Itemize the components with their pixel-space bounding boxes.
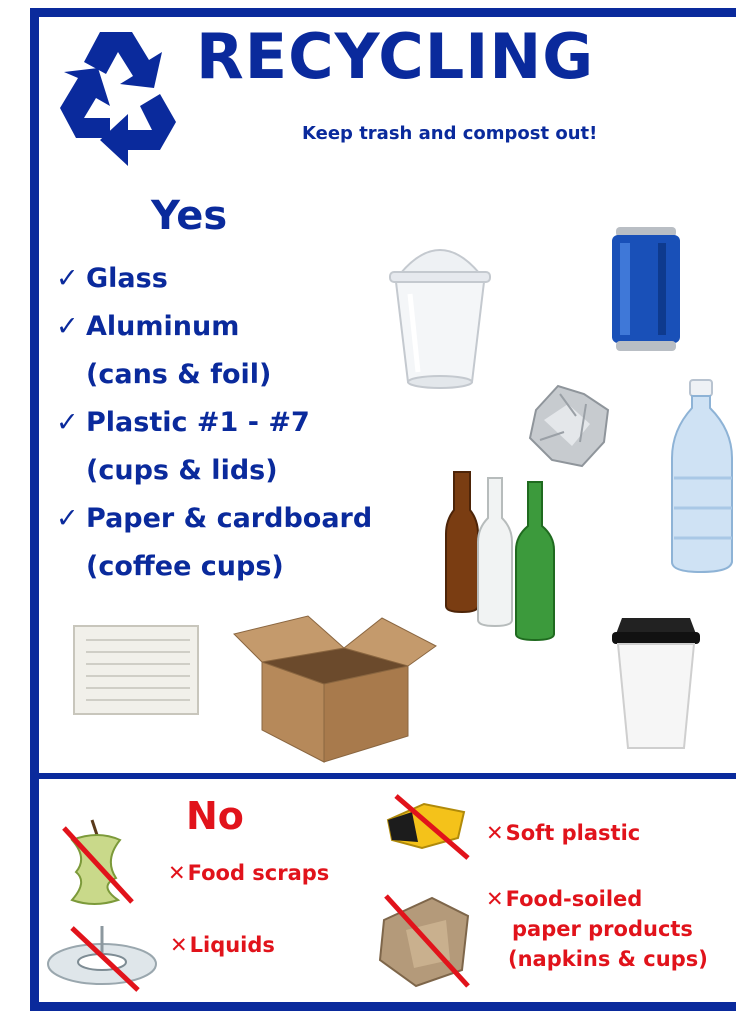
- no-heading: No: [186, 794, 244, 838]
- no-item-label: Liquids: [189, 933, 275, 957]
- cardboard-box-image: [232, 612, 438, 764]
- soft-plastic-wrapper-image: [382, 794, 474, 860]
- section-divider: [30, 773, 736, 779]
- clear-plastic-cup-image: [388, 232, 492, 394]
- yes-item-label: Paper & cardboard: [86, 503, 373, 534]
- check-icon: ✓: [56, 407, 79, 438]
- yes-heading: Yes: [151, 193, 228, 239]
- no-item-label: Food scraps: [187, 861, 330, 885]
- list-item: [56, 255, 372, 303]
- no-item-label: Food-soiled: [505, 887, 643, 911]
- paper-sheet-image: [72, 624, 200, 716]
- x-icon: ✕: [486, 887, 504, 911]
- soiled-napkin-image: [376, 890, 476, 990]
- yes-item-detail: (cans & foil): [86, 359, 272, 390]
- list-item: [56, 399, 372, 495]
- glass-bottles-image: [444, 470, 564, 642]
- check-icon: ✓: [56, 263, 79, 294]
- apple-core-image: [58, 816, 136, 908]
- no-item-detail: paper products: [512, 917, 693, 941]
- x-icon: ✕: [486, 821, 504, 845]
- yes-item-label: Glass: [86, 263, 168, 294]
- yes-item-label: Aluminum: [86, 311, 240, 342]
- list-item: [56, 303, 372, 399]
- x-icon: ✕: [170, 933, 188, 957]
- coffee-cup-image: [608, 612, 704, 752]
- yes-item-detail: (coffee cups): [86, 551, 284, 582]
- yes-list: [56, 255, 372, 591]
- check-icon: ✓: [56, 311, 79, 342]
- list-item: [56, 495, 372, 591]
- yes-item-label: Plastic #1 - #7: [86, 407, 310, 438]
- liquid-splash-image: [44, 922, 160, 992]
- no-item: [486, 818, 640, 848]
- foil-ball-image: [524, 380, 614, 472]
- recycle-logo-icon: [48, 26, 190, 166]
- check-icon: ✓: [56, 503, 79, 534]
- no-item-detail: (napkins & cups): [508, 947, 708, 971]
- no-item: [168, 858, 329, 888]
- page-title: RECYCLING: [196, 20, 595, 93]
- no-item: [486, 884, 708, 974]
- no-item-label: Soft plastic: [505, 821, 641, 845]
- no-item: [170, 930, 275, 960]
- page-subtitle: Keep trash and compost out!: [302, 123, 598, 144]
- water-bottle-image: [670, 378, 736, 574]
- yes-item-detail: (cups & lids): [86, 455, 278, 486]
- x-icon: ✕: [168, 861, 186, 885]
- soda-can-image: [610, 223, 682, 355]
